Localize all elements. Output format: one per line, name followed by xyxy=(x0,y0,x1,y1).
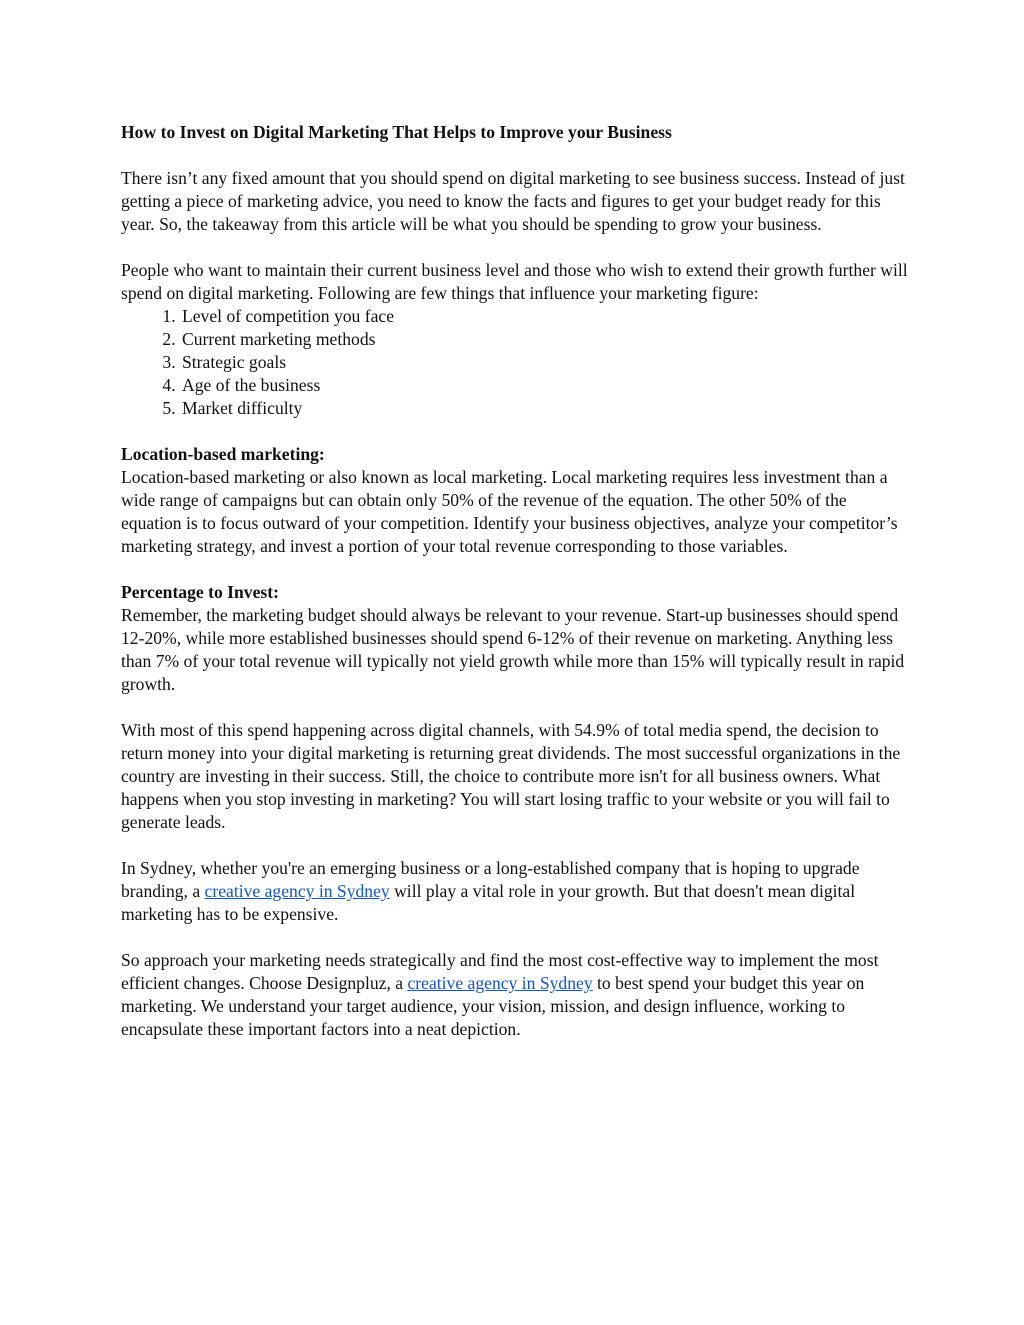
creative-agency-link[interactable]: creative agency in Sydney xyxy=(204,881,390,901)
creative-agency-link-2[interactable]: creative agency in Sydney xyxy=(407,973,593,993)
intro-paragraph: There isn’t any fixed amount that you should spend on digital marketing to see business success. Instead of just getting a piece of marketing advice, you need to know the facts and figures to get your budget ready for this year. So, the takeaway from this article will be what you should be spending to grow your business. xyxy=(121,168,905,234)
closing-paragraph xyxy=(121,949,911,1041)
list-item: 2. Current marketing methods xyxy=(180,328,911,351)
location-section xyxy=(121,443,911,558)
percentage-section xyxy=(121,581,911,696)
document-title: How to Invest on Digital Marketing That Helps to Improve your Business xyxy=(121,122,672,142)
list-item: 3. Strategic goals xyxy=(180,351,911,374)
percentage-heading: Percentage to Invest: xyxy=(121,582,279,602)
influence-section xyxy=(121,259,911,420)
digital-channels-paragraph: With most of this spend happening across digital channels, with 54.9% of total media spend, the decision to return money into your digital marketing is returning great dividends. The most successful organizations in the country are investing in their success. Still, the choice to contribute more isn't for all business owners. What happens when you stop investing in marketing? You will start losing traffic to your website or you will fail to generate leads. xyxy=(121,720,901,832)
list-item: 1. Level of competition you face xyxy=(180,305,911,328)
sydney-text-before: In Sydney, whether you're an emerging business or a long-established company that is hoping to upgrade branding, a xyxy=(121,858,860,901)
sydney-paragraph xyxy=(121,857,911,926)
influence-paragraph: People who want to maintain their current business level and those who wish to extend their growth further will spend on digital marketing. Following are few things that influence your marketing figure: xyxy=(121,260,908,303)
influence-list xyxy=(121,305,911,420)
closing-text-after: to best spend your budget this year on marketing. We understand your target audience, your vision, mission, and design influence, working to encapsulate these important factors into a neat depiction. xyxy=(121,973,865,1039)
percentage-text: Remember, the marketing budget should always be relevant to your revenue. Start-up businesses should spend 12-20%, while more established businesses should spend 6-12% of their revenue on marketing. Anything less than 7% of your total revenue will typically not yield growth while more than 15% will typically result in rapid growth. xyxy=(121,605,905,694)
location-text: Location-based marketing or also known as local marketing. Local marketing requires less investment than a wide range of campaigns but can obtain only 50% of the revenue of the equation. The other 50% of the equation is to focus outward of your competition. Identify your business objectives, analyze your competitor’s marketing strategy, and invest a portion of your total revenue corresponding to those variables. xyxy=(121,467,898,556)
list-item: 4. Age of the business xyxy=(180,374,911,397)
document-page xyxy=(121,121,911,1064)
closing-text-before: So approach your marketing needs strategically and find the most cost-effective way to implement the most efficient changes. Choose Designpluz, a xyxy=(121,950,879,993)
sydney-text-after: will play a vital role in your growth. But that doesn't mean digital marketing has to be expensive. xyxy=(121,881,856,924)
list-item: 5. Market difficulty xyxy=(180,397,911,420)
location-heading: Location-based marketing: xyxy=(121,444,325,464)
